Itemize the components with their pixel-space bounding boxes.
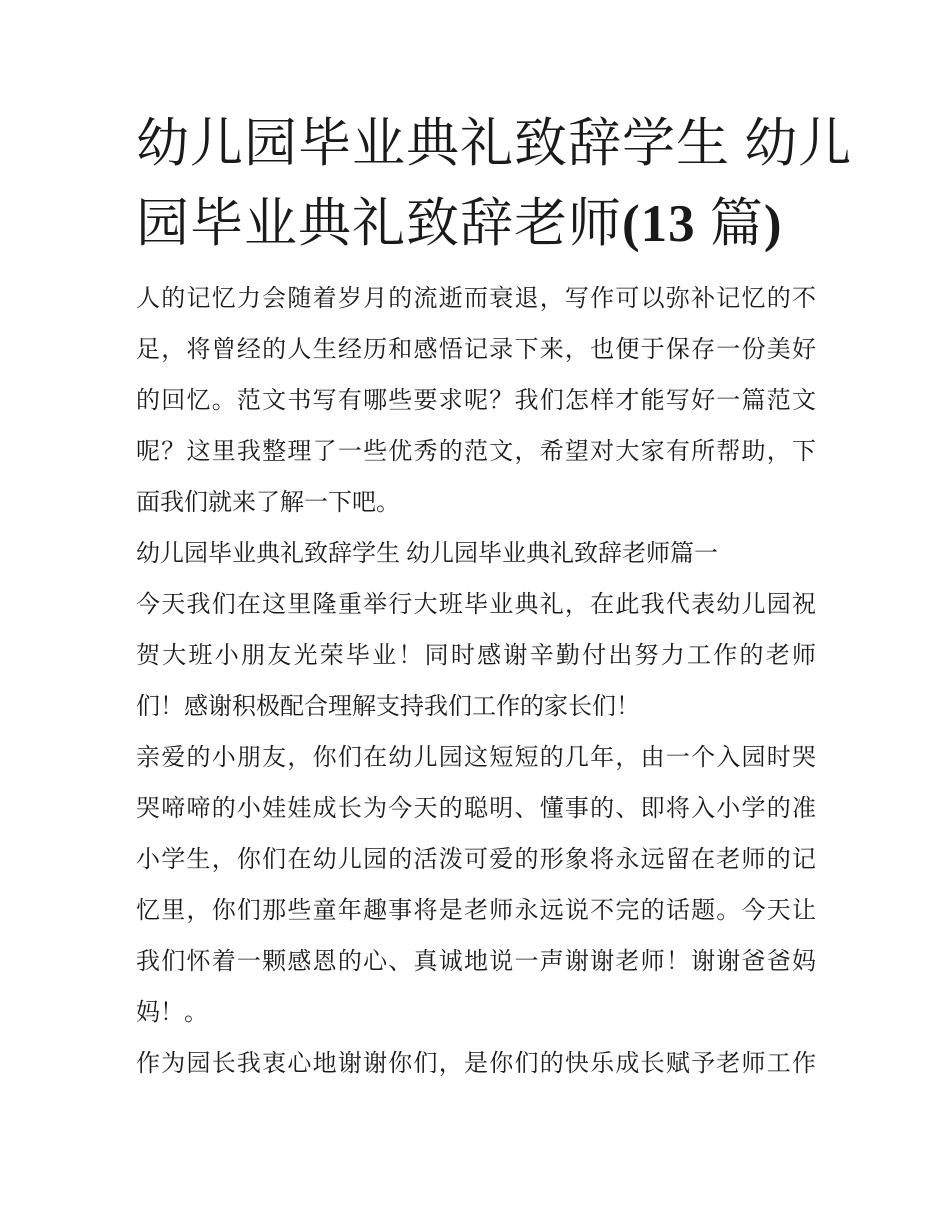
title-text: 幼儿园毕业典礼致辞学生 幼儿	[136, 115, 853, 173]
text-line: 亲爱的小朋友，你们在幼儿园这短短的几年，由一个入园时哭	[136, 745, 816, 771]
paragraph-intro	[136, 274, 816, 529]
text-line: 足，将曾经的人生经历和感悟记录下来，也便于保存一份美好	[136, 337, 816, 363]
text-line: 人的记忆力会随着岁月的流逝而衰退，写作可以弥补记忆的不	[136, 286, 816, 312]
paragraph-speech-paragraph-1	[136, 580, 816, 733]
text-line: 妈！。	[136, 1000, 208, 1026]
paragraph-section-heading-1	[136, 529, 816, 580]
document-title	[136, 104, 853, 264]
text-line: 我们怀着一颗感恩的心、真诚地说一声谢谢老师！谢谢爸爸妈	[136, 949, 816, 975]
title-count-suffix: (13	[622, 195, 710, 253]
text-line: 今天我们在这里隆重举行大班毕业典礼，在此我代表幼儿园祝	[136, 592, 816, 618]
paragraph-speech-paragraph-2	[136, 733, 816, 1039]
title-text: 篇	[709, 195, 764, 253]
text-line: 面我们就来了解一下吧。	[136, 490, 400, 516]
title-line	[136, 184, 816, 264]
title-line	[136, 104, 853, 184]
text-line: 呢？这里我整理了一些优秀的范文，希望对大家有所帮助，下	[136, 439, 816, 465]
document-body	[136, 274, 816, 1090]
title-text: 园毕业典礼致辞老师	[136, 195, 622, 253]
paragraph-speech-paragraph-3	[136, 1039, 816, 1090]
text-line: 的回忆。范文书写有哪些要求呢？我们怎样才能写好一篇范文	[136, 388, 816, 414]
text-line: 小学生，你们在幼儿园的活泼可爱的形象将永远留在老师的记	[136, 847, 816, 873]
text-line: 贺大班小朋友光荣毕业！同时感谢辛勤付出努力工作的老师	[136, 643, 816, 669]
text-line: 们！感谢积极配合理解支持我们工作的家长们！	[136, 694, 640, 720]
title-count-suffix: )	[763, 195, 783, 253]
text-line: 幼儿园毕业典礼致辞学生 幼儿园毕业典礼致辞老师篇一	[136, 541, 718, 567]
text-line: 忆里，你们那些童年趣事将是老师永远说不完的话题。今天让	[136, 898, 816, 924]
text-line: 哭啼啼的小娃娃成长为今天的聪明、懂事的、即将入小学的准	[136, 796, 816, 822]
text-line: 作为园长我衷心地谢谢你们，是你们的快乐成长赋予老师工作	[136, 1051, 816, 1077]
